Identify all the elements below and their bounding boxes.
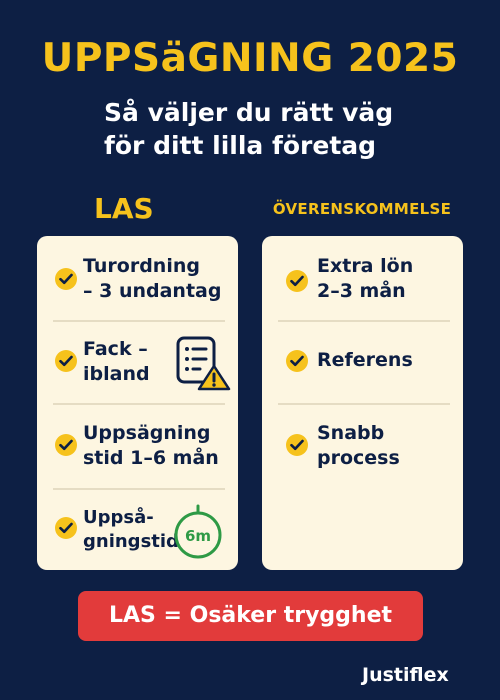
subtitle-line-1: Så väljer du rätt väg	[104, 98, 394, 127]
brand-logo: Justiflex	[362, 664, 449, 686]
check-icon	[286, 434, 308, 456]
check-icon	[55, 517, 77, 539]
document-warning-icon	[176, 336, 232, 392]
ov-item-text: Snabb process	[317, 422, 400, 469]
ov-item-text: Referens	[317, 349, 413, 371]
page-subtitle	[104, 96, 434, 162]
las-item-text: Uppså- gningstid	[83, 507, 179, 552]
check-icon	[55, 434, 77, 456]
las-item-text: Fack – ibland	[83, 338, 150, 385]
overenskommelse-card	[262, 236, 463, 570]
subtitle-line-2: för ditt lilla företag	[104, 131, 377, 160]
ov-item-text: Extra lön 2–3 mån	[317, 255, 414, 302]
las-summary-banner: LAS = Osäker trygghet	[78, 591, 423, 641]
page-title: UPPSäGNING 2025	[41, 36, 459, 81]
overenskommelse-heading: ÖVERENSKOMMELSE	[272, 200, 452, 218]
divider	[53, 403, 225, 405]
divider	[53, 320, 225, 322]
las-item-text: Uppsägning stid 1–6 mån	[83, 422, 219, 469]
divider	[278, 320, 450, 322]
las-card	[37, 236, 238, 570]
divider	[278, 403, 450, 405]
las-item-text: Turordning – 3 undantag	[83, 255, 222, 302]
check-icon	[55, 350, 77, 372]
check-icon	[286, 270, 308, 292]
timer-icon	[172, 504, 224, 560]
las-heading: LAS	[94, 192, 154, 225]
divider	[53, 488, 225, 490]
timer-label: 6m	[184, 527, 212, 545]
check-icon	[286, 350, 308, 372]
check-icon	[55, 268, 77, 290]
